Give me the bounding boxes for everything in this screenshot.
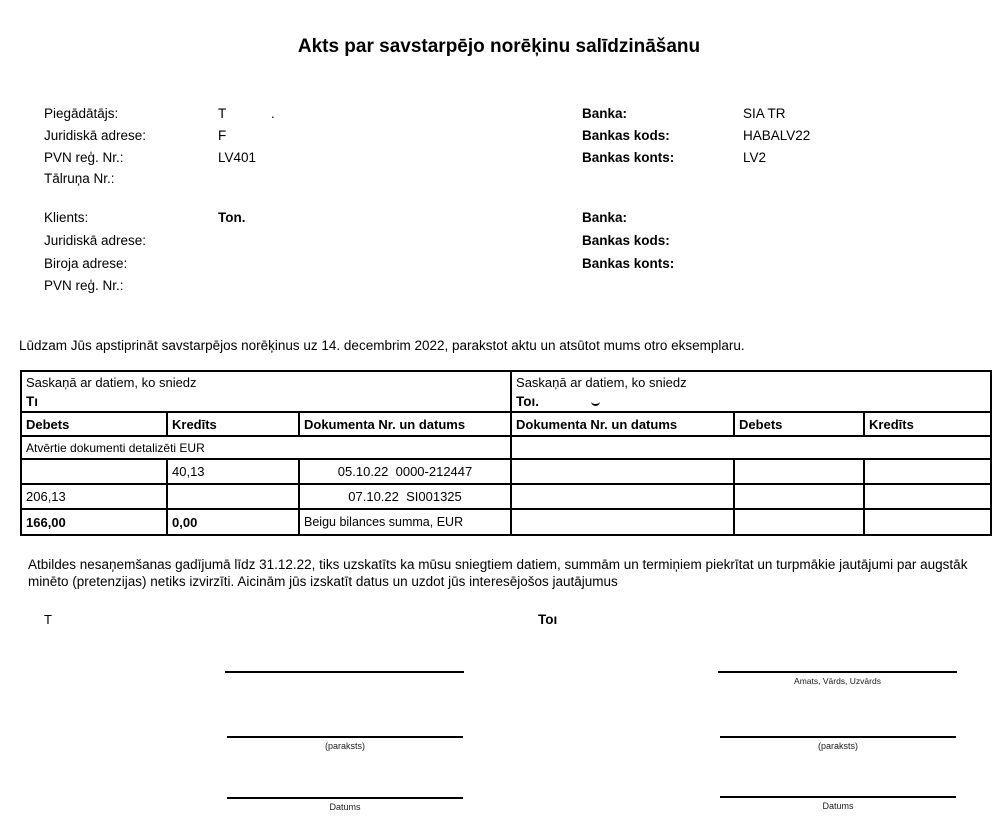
header-doc-left: Dokumenta Nr. un datums bbox=[299, 412, 511, 436]
bank-code-value: HABALV22 bbox=[743, 127, 811, 143]
supplier-name-value: T . bbox=[218, 106, 275, 121]
signature-line-left-paraksts: (paraksts) bbox=[227, 736, 463, 751]
client-office-label: Biroja adrese: bbox=[44, 255, 128, 271]
supplier-vat-value: LV401 bbox=[218, 149, 257, 165]
doc-cell-right bbox=[511, 484, 734, 509]
bank-code-label: Bankas kods: bbox=[582, 127, 670, 143]
total-doc-cell-right bbox=[511, 509, 734, 535]
debets-cell: 206,13 bbox=[21, 484, 167, 509]
subheader-row bbox=[21, 436, 991, 459]
left-source-name: Tı bbox=[26, 393, 38, 409]
client-name-label: Klients: bbox=[44, 210, 89, 225]
total-kredits-cell: 0,00 bbox=[167, 509, 299, 535]
intro-paragraph: Lūdzam Jūs apstiprināt savstarpējos norēķinus uz 14. decembrim 2022, parakstot aktu un atsūtot mums otro eksemplaru. bbox=[19, 338, 745, 353]
bank-account-label: Bankas konts: bbox=[582, 149, 675, 165]
signature-line-left-datums: Datums bbox=[227, 797, 463, 812]
header-kredits-right: Kredīts bbox=[864, 412, 991, 436]
bank-row bbox=[582, 128, 810, 150]
client-row bbox=[44, 256, 246, 279]
total-label-cell: Beigu bilances summa, EUR bbox=[299, 509, 511, 535]
debets-cell-right bbox=[734, 484, 864, 509]
source-row bbox=[21, 371, 991, 412]
supplier-vat-label: PVN reģ. Nr.: bbox=[44, 149, 124, 165]
client-name-value: Ton. bbox=[218, 210, 246, 225]
header-debets-left: Debets bbox=[21, 412, 167, 436]
right-source-cell bbox=[511, 371, 991, 412]
supplier-bank-block bbox=[582, 106, 810, 171]
supplier-address-label: Juridiskā adrese: bbox=[44, 127, 147, 143]
client-block bbox=[44, 210, 246, 301]
table-row bbox=[21, 459, 991, 484]
client-row bbox=[44, 233, 246, 256]
supplier-row bbox=[44, 150, 275, 172]
left-subheader-cell: Atvērtie dokumenti detalizēti EUR bbox=[21, 436, 511, 459]
kredits-cell bbox=[167, 484, 299, 509]
supplier-block bbox=[44, 106, 275, 193]
document-title: Akts par savstarpējo norēķinu salīdzināšanu bbox=[297, 36, 701, 57]
note-paragraph: Atbildes nesaņemšanas gadījumā līdz 31.12.22, tiks uzskatīts ka mūsu sniegtiem datiem, summām un termiņiem piekrītat un turpmākie jautājumi par augstāk minēto (pretenzijas) netiks izvirzīti. Aicinām jūs izskatīt datus un uzdot jūs interesējošos jautājumus bbox=[28, 557, 968, 589]
client-vat-label: PVN reģ. Nr.: bbox=[44, 278, 124, 294]
signature-right-company: Toı bbox=[538, 612, 558, 627]
left-source-caption: Saskaņā ar datiem, ko sniedz bbox=[26, 374, 197, 390]
total-row bbox=[21, 509, 991, 535]
bank-code-label: Bankas kods: bbox=[582, 232, 670, 248]
kredits-cell-right bbox=[864, 484, 991, 509]
supplier-row bbox=[44, 106, 275, 128]
redaction-artifact bbox=[591, 399, 600, 406]
bank-account-label: Bankas konts: bbox=[582, 255, 675, 271]
header-debets-right: Debets bbox=[734, 412, 864, 436]
supplier-row bbox=[44, 171, 275, 193]
bank-label: Banka: bbox=[582, 106, 628, 121]
doc-cell-right bbox=[511, 459, 734, 484]
doc-cell: 07.10.22 SI001325 bbox=[299, 484, 511, 509]
bank-row bbox=[582, 106, 810, 128]
reconciliation-table bbox=[20, 370, 992, 536]
kredits-cell-right bbox=[864, 459, 991, 484]
client-bank-block bbox=[582, 210, 743, 278]
left-source-cell bbox=[21, 371, 511, 412]
total-debets-cell: 166,00 bbox=[21, 509, 167, 535]
bank-row bbox=[582, 256, 743, 279]
bank-account-value: LV2 bbox=[743, 149, 767, 165]
client-address-label: Juridiskā adrese: bbox=[44, 232, 147, 248]
debets-cell bbox=[21, 459, 167, 484]
signature-line-right-paraksts: (paraksts) bbox=[720, 736, 956, 751]
debets-cell-right bbox=[734, 459, 864, 484]
signature-left-company: T bbox=[44, 612, 52, 627]
table-row bbox=[21, 484, 991, 509]
signature-line-left-name bbox=[225, 671, 464, 676]
supplier-name-label: Piegādātājs: bbox=[44, 106, 119, 121]
total-kredits-cell-right bbox=[864, 509, 991, 535]
client-row bbox=[44, 210, 246, 233]
kredits-cell: 40,13 bbox=[167, 459, 299, 484]
supplier-phone-label: Tālruņa Nr.: bbox=[44, 171, 115, 187]
supplier-row bbox=[44, 128, 275, 150]
signature-line-right-name: Amats, Vārds, Uzvārds bbox=[718, 671, 957, 686]
bank-row bbox=[582, 233, 743, 256]
doc-cell: 05.10.22 0000-212447 bbox=[299, 459, 511, 484]
signature-line-right-datums: Datums bbox=[720, 796, 956, 811]
right-source-name: Toı. bbox=[516, 394, 986, 409]
bank-row bbox=[582, 150, 810, 172]
bank-label: Banka: bbox=[582, 210, 628, 225]
bank-row bbox=[582, 210, 743, 233]
table-header-row bbox=[21, 412, 991, 436]
header-doc-right: Dokumenta Nr. un datums bbox=[511, 412, 734, 436]
header-kredits-left: Kredīts bbox=[167, 412, 299, 436]
bank-value: SIA TR bbox=[743, 106, 786, 121]
supplier-address-value: F bbox=[218, 127, 227, 143]
right-source-caption: Saskaņā ar datiem, ko sniedz bbox=[516, 374, 687, 390]
client-row bbox=[44, 278, 246, 301]
total-debets-cell-right bbox=[734, 509, 864, 535]
right-subheader-cell bbox=[511, 436, 991, 459]
